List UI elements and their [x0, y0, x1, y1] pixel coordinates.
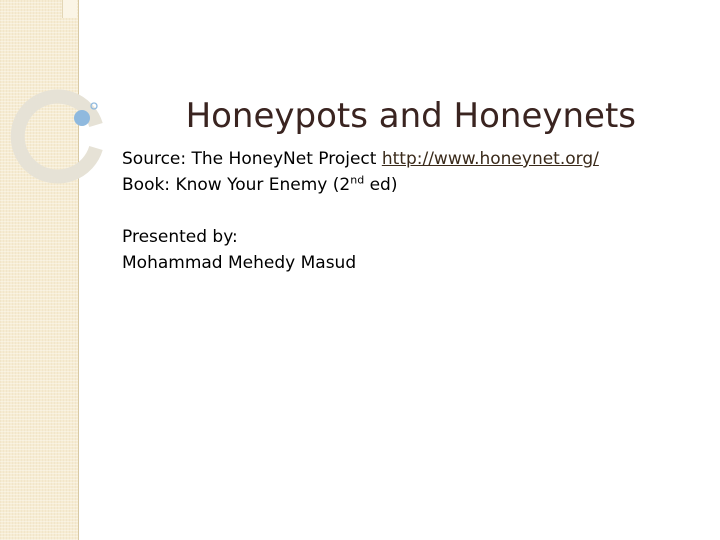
slide-title: Honeypots and Honeynets: [185, 96, 636, 136]
slide-body: [122, 146, 599, 276]
book-prefix: Book: Know Your Enemy (2: [122, 175, 351, 195]
honeynet-link[interactable]: http://www.honeynet.org/: [381, 149, 599, 169]
line-spacer: [122, 198, 599, 224]
book-suffix: ed): [364, 175, 398, 195]
book-line: [122, 172, 599, 198]
source-label: Source: The HoneyNet Project: [122, 149, 382, 169]
book-edition-suffix: nd: [350, 173, 365, 187]
top-tab-decoration: [62, 0, 77, 18]
source-line: [122, 146, 599, 172]
presented-by-label: Presented by:: [122, 227, 238, 247]
presenter-name: Mohammad Mehedy Masud: [122, 253, 357, 273]
